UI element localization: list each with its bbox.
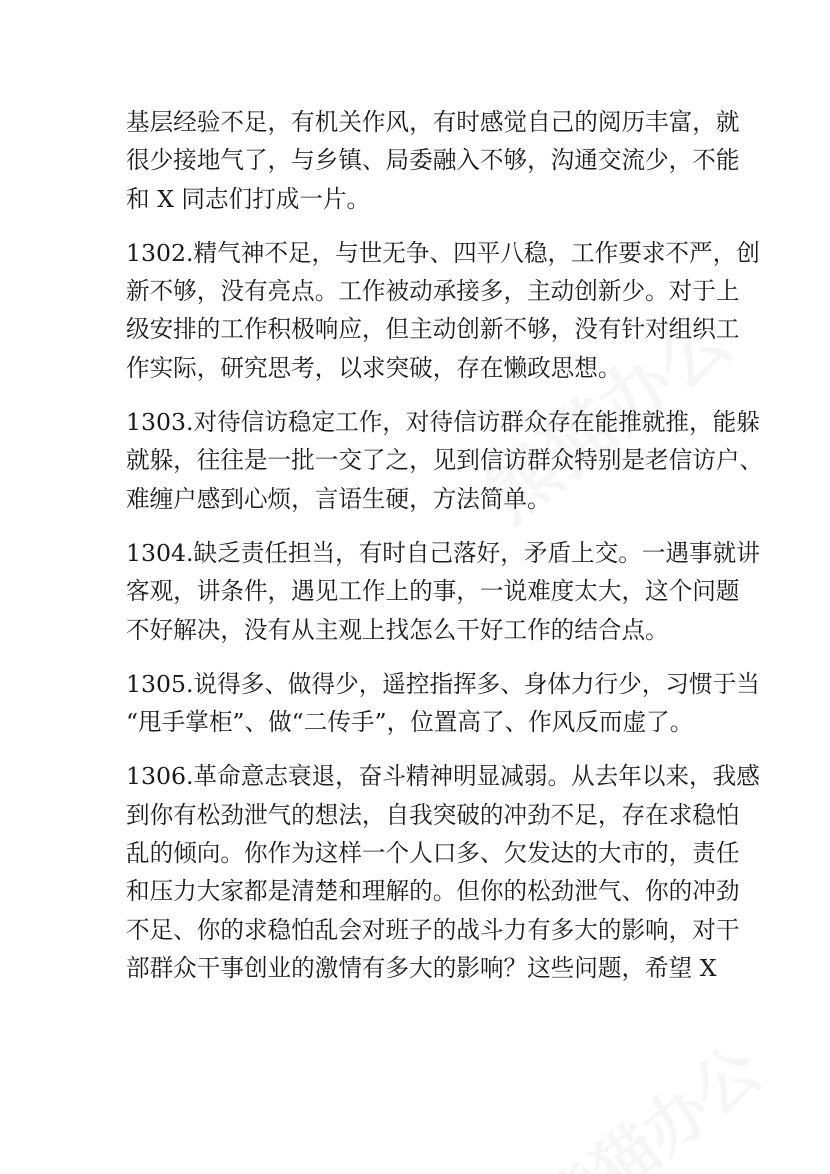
text-line: 难缠户感到心烦，言语生硬，方法简单。 bbox=[126, 484, 551, 513]
paragraph bbox=[126, 403, 764, 518]
text-line: 1304.缺乏责任担当，有时自己落好，矛盾上交。一遇事就讲 bbox=[126, 538, 760, 567]
text-line: 很少接地气了，与乡镇、局委融入不够，沟通交流少，不能 bbox=[126, 146, 740, 175]
text-line: 1305.说得多、做得少，遥控指挥多、身体力行少，习惯于当 bbox=[126, 669, 760, 698]
text-line: 客观，讲条件，遇见工作上的事，一说难度太大，这个问题 bbox=[126, 577, 740, 606]
text-line: 不好解决，没有从主观上找怎么干好工作的结合点。 bbox=[126, 615, 669, 644]
text-line: 就躲，往往是一批一交了之，见到信访群众特别是老信访户、 bbox=[126, 446, 764, 475]
watermark bbox=[519, 1021, 777, 1174]
text-line: 乱的倾向。你作为这样一个人口多、欠发达的大市的，责任 bbox=[126, 839, 740, 868]
text-line: 和压力大家都是清楚和理解的。但你的松劲泄气、你的冲劲 bbox=[126, 877, 740, 906]
text-line: 不足、你的求稳怕乱会对班子的战斗力有多大的影响，对干 bbox=[126, 915, 740, 944]
text-line: 作实际，研究思考，以求突破，存在懒政思想。 bbox=[126, 353, 622, 382]
text-line: 级安排的工作积极响应，但主动创新不够，没有针对组织工 bbox=[126, 315, 740, 344]
paragraph bbox=[126, 757, 760, 987]
text-line: 部群众干事创业的激情有多大的影响？这些问题，希望 X bbox=[126, 953, 717, 982]
text-line: 到你有松劲泄气的想法，自我突破的冲劲不足，存在求稳怕 bbox=[126, 800, 740, 829]
paragraph bbox=[126, 665, 760, 742]
paragraph bbox=[126, 234, 760, 387]
text-line: 1303.对待信访稳定工作，对待信访群众存在能推就推，能躲 bbox=[126, 408, 760, 437]
text-line: “甩手掌柜”、做“二传手”，位置高了、作风反而虚了。 bbox=[126, 708, 694, 737]
paragraph bbox=[126, 534, 760, 649]
text-line: 和 X 同志们打成一片。 bbox=[126, 184, 371, 213]
text-line: 基层经验不足，有机关作风，有时感觉自己的阅历丰富，就 bbox=[126, 108, 740, 136]
document-body bbox=[126, 103, 764, 987]
text-line: 1306.革命意志衰退，奋斗精神明显减弱。从去年以来，我感 bbox=[126, 762, 760, 791]
text-line: 新不够，没有亮点。工作被动承接多，主动创新少。对于上 bbox=[126, 277, 740, 306]
text-line: 1302.精气神不足，与世无争、四平八稳，工作要求不严，创 bbox=[126, 238, 760, 267]
paragraph bbox=[126, 103, 740, 218]
